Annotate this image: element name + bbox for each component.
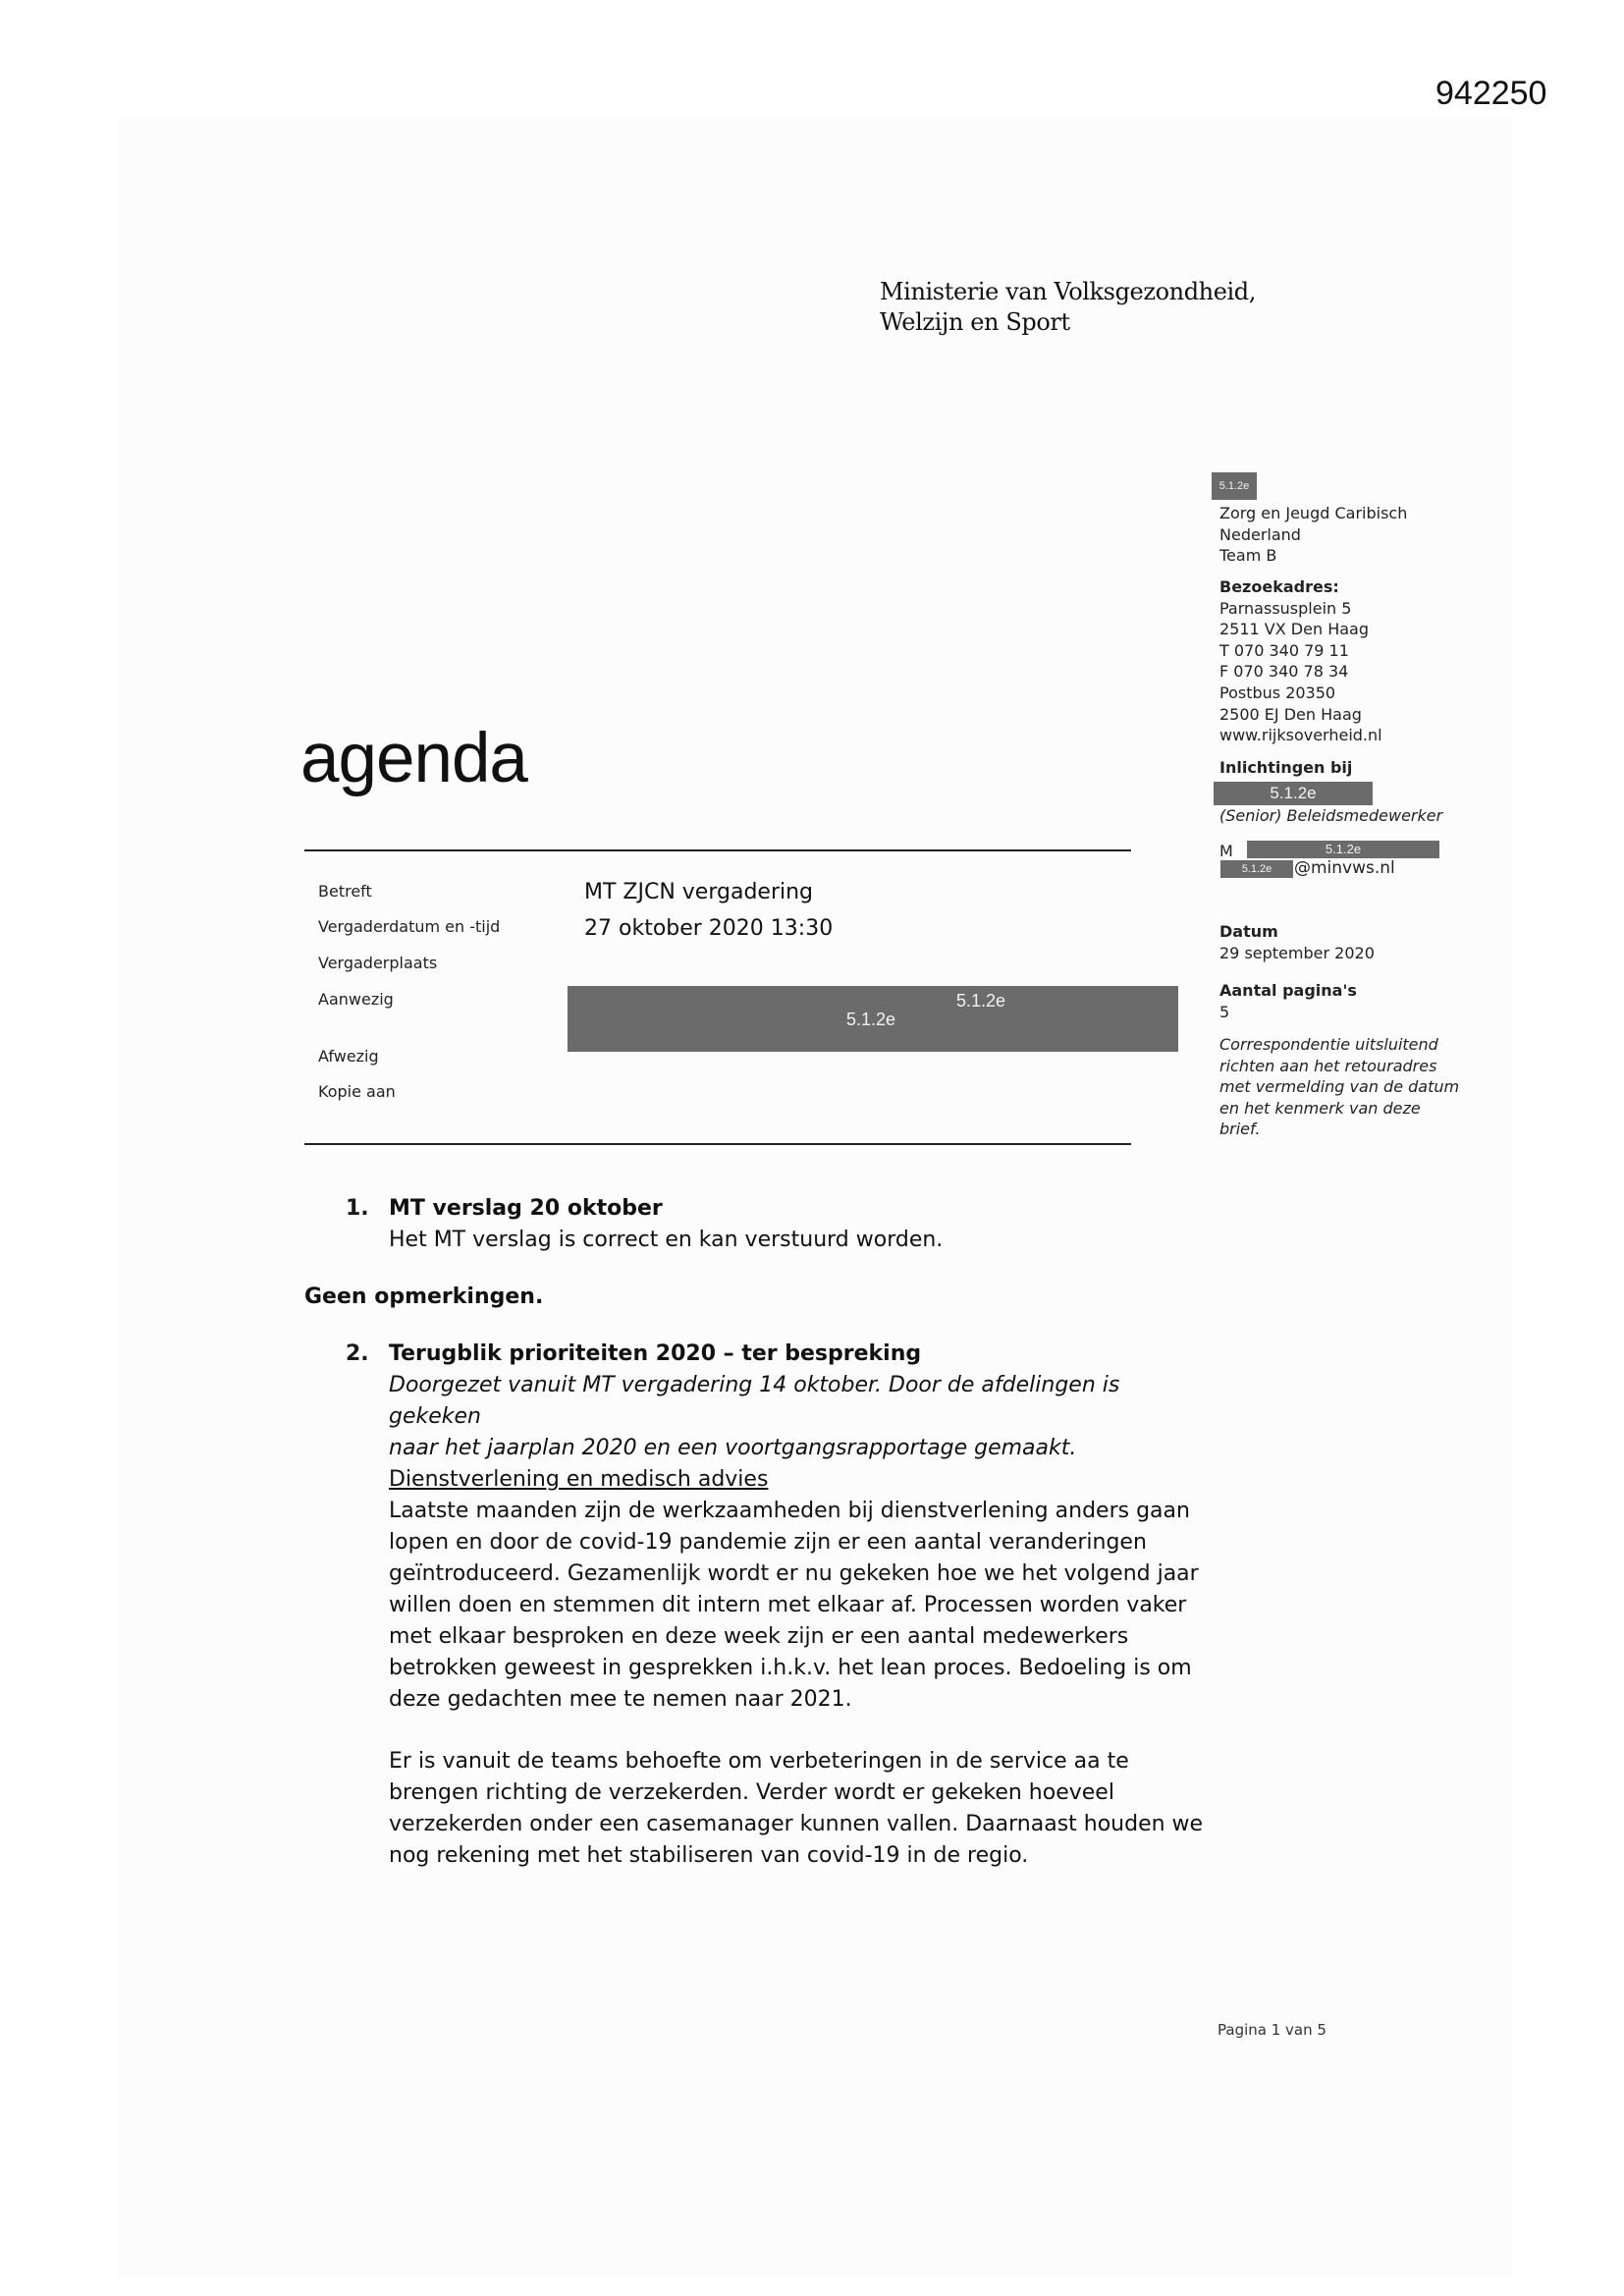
address-line: 2500 EJ Den Haag (1219, 704, 1362, 724)
paginas-value: 5 (1219, 1002, 1230, 1021)
note-line: richten aan het retouradres (1219, 1056, 1437, 1075)
kopie-label: Kopie aan (318, 1082, 396, 1101)
text-line: geïntroduceerd. Gezamenlijk wordt er nu gekeken hoe we het volgend jaar (389, 1561, 1199, 1586)
sidebar-org (1219, 503, 1407, 567)
datum-label: Vergaderdatum en -tijd (318, 917, 501, 936)
email-suffix: @minvws.nl (1294, 858, 1395, 878)
paragraph (389, 1496, 1214, 1716)
text-line: willen doen en stemmen dit intern met elkaar af. Processen worden vaker (389, 1593, 1187, 1617)
page-number: Pagina 1 van 5 (1218, 2021, 1326, 2039)
address-line: 2511 VX Den Haag (1219, 620, 1369, 639)
item-text: Het MT verslag is correct en kan verstuurd worden. (389, 1228, 944, 1252)
note-line: met vermelding van de datum (1219, 1077, 1460, 1097)
redaction-code: 5.1.2e (846, 1010, 896, 1029)
mobile-label: M (1219, 842, 1233, 860)
org-line: Nederland (1219, 524, 1301, 544)
text-line: Er is vanuit de teams behoefte om verbeteringen in de service aa te (389, 1749, 1129, 1774)
address-line: Parnassusplein 5 (1219, 598, 1352, 618)
document-number: 942250 (1435, 75, 1547, 112)
note-line: en het kenmerk van deze (1219, 1098, 1421, 1118)
redaction-code: 5.1.2e (956, 991, 1006, 1011)
geen-opmerkingen: Geen opmerkingen. (304, 1285, 544, 1309)
text-line: deze gedachten mee te nemen naar 2021. (389, 1687, 852, 1712)
redaction-code: 5.1.2e (1241, 863, 1272, 875)
address-line: F 070 340 78 34 (1219, 662, 1349, 682)
correspondence-note (1219, 1034, 1459, 1140)
bezoekadres-heading: Bezoekadres: (1219, 577, 1339, 596)
ministry-name (880, 277, 1256, 338)
website-link: www.rijksoverheid.nl (1219, 726, 1382, 745)
item-intro (389, 1370, 1214, 1464)
address-line: T 070 340 79 11 (1219, 640, 1349, 660)
inlichtingen-heading: Inlichtingen bij (1219, 758, 1353, 777)
item-title: Terugblik prioriteiten 2020 – ter bespreking (389, 1341, 922, 1366)
text-line: verzekerden onder een casemanager kunnen vallen. Daarnaast houden we (389, 1812, 1204, 1836)
text-line: lopen en door de covid-19 pandemie zijn er een aantal veranderingen (389, 1530, 1147, 1555)
betreft-label: Betreft (318, 882, 372, 901)
ministry-line-1: Ministerie van Volksgezondheid, (880, 278, 1257, 305)
item-number: 2. (346, 1341, 369, 1366)
redaction-block (1247, 841, 1439, 858)
aanwezig-label: Aanwezig (318, 990, 394, 1009)
datum-value: 29 september 2020 (1219, 943, 1375, 962)
paragraph (389, 1746, 1214, 1872)
redaction-block (1212, 472, 1257, 500)
sidebar-paginas (1219, 980, 1357, 1022)
redaction-code: 5.1.2e (1218, 480, 1250, 492)
text-line: betrokken geweest in gesprekken i.h.k.v. het lean proces. Bedoeling is om (389, 1656, 1192, 1680)
betreft-value: MT ZJCN vergadering (584, 880, 814, 904)
top-divider (304, 849, 1131, 851)
text-line: met elkaar besproken en deze week zijn er een aantal medewerkers (389, 1624, 1129, 1649)
redaction-block (1220, 860, 1293, 878)
text-line: nog rekening met het stabiliseren van covid-19 in de regio. (389, 1843, 1029, 1868)
plaats-label: Vergaderplaats (318, 954, 438, 972)
org-line: Zorg en Jeugd Caribisch (1219, 504, 1408, 522)
sidebar-address (1219, 576, 1382, 746)
note-line: brief. (1219, 1120, 1261, 1139)
ministry-line-2: Welzijn en Sport (880, 308, 1070, 336)
item-number: 1. (346, 1196, 369, 1221)
section-heading: Dienstverlening en medisch advies (389, 1467, 769, 1492)
redaction-block (568, 986, 1178, 1052)
document-title: agenda (300, 720, 527, 797)
bottom-divider (304, 1143, 1131, 1145)
text-line: Doorgezet vanuit MT vergadering 14 oktober. Door de afdelingen is gekeken (389, 1373, 1120, 1429)
sidebar-datum (1219, 921, 1375, 963)
datum-heading: Datum (1219, 922, 1278, 941)
afwezig-label: Afwezig (318, 1047, 379, 1066)
org-line: Team B (1219, 546, 1277, 566)
text-line: naar het jaarplan 2020 en een voortgangsrapportage gemaakt. (389, 1436, 1077, 1460)
redaction-code: 5.1.2e (1270, 784, 1317, 802)
text-line: brengen richting de verzekerden. Verder wordt er gekeken hoeveel (389, 1780, 1114, 1805)
contact-role: (Senior) Beleidsmedewerker (1219, 806, 1443, 825)
paginas-heading: Aantal pagina's (1219, 981, 1357, 1000)
redaction-block (1214, 782, 1373, 805)
note-line: Correspondentie uitsluitend (1219, 1035, 1438, 1054)
address-line: Postbus 20350 (1219, 683, 1336, 702)
text-line: Laatste maanden zijn de werkzaamheden bij dienstverlening anders gaan (389, 1499, 1190, 1523)
item-title: MT verslag 20 oktober (389, 1196, 663, 1221)
datum-value: 27 oktober 2020 13:30 (584, 916, 834, 941)
redaction-code: 5.1.2e (1325, 842, 1362, 856)
